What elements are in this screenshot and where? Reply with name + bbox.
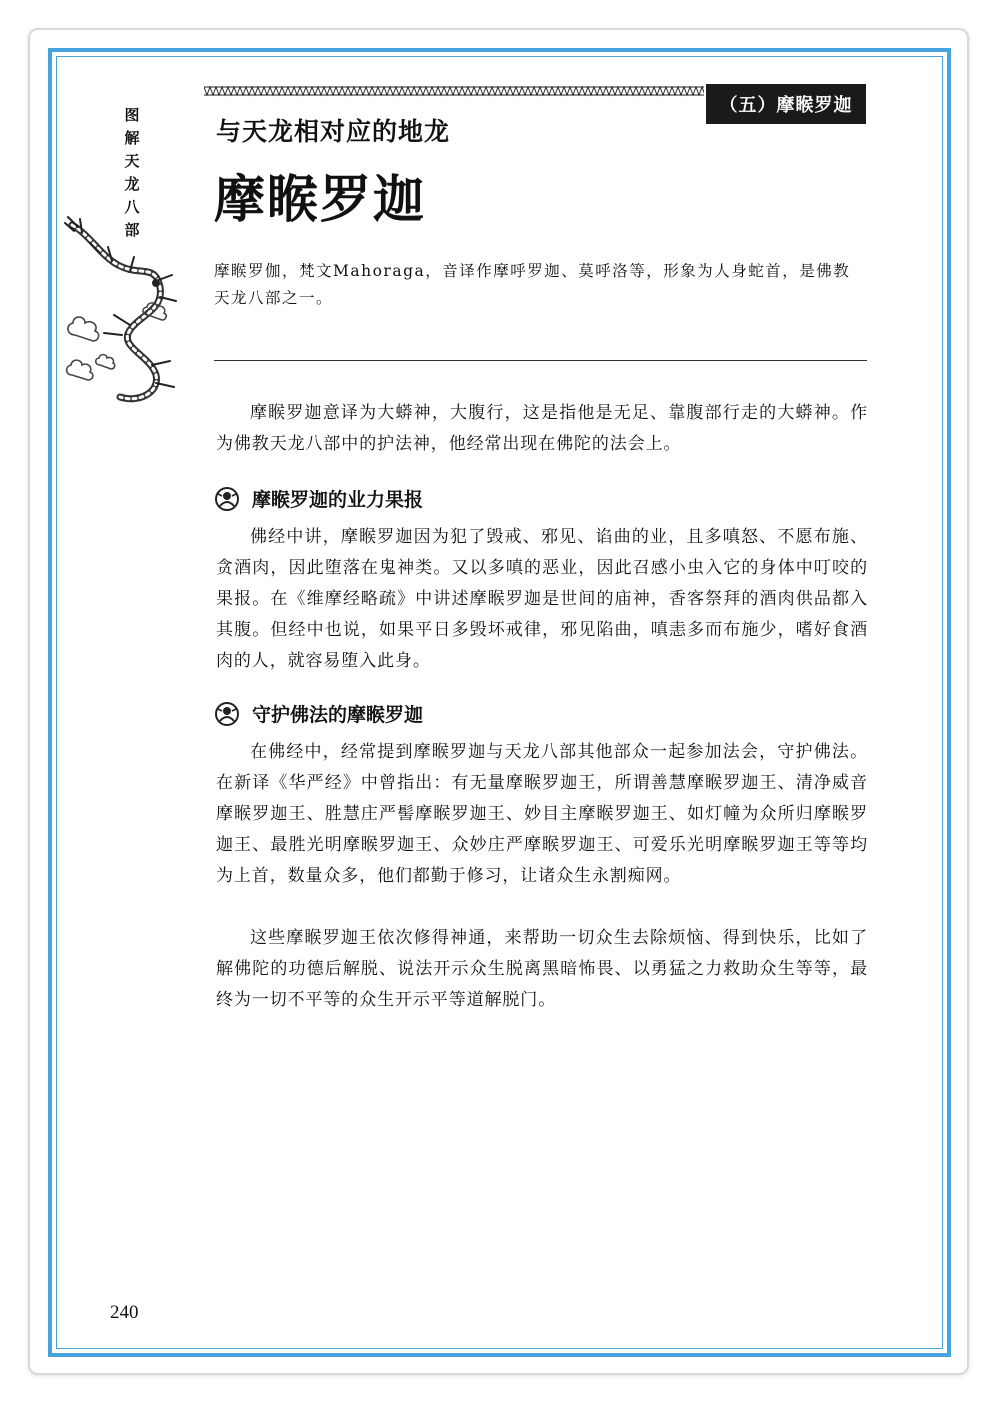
page-subtitle: 与天龙相对应的地龙 [216, 117, 451, 146]
section-heading-text: 摩睺罗迦的业力果报 [252, 489, 424, 511]
chapter-tab: （五）摩睺罗迦 [706, 84, 866, 124]
body-paragraph: 佛经中讲，摩睺罗迦因为犯了毁戒、邪见、谄曲的业，且多嗔怒、不愿布施、贪酒肉，因此堕落在鬼神类。又以多嗔的恶业，因此召感小虫入它的身体中叮咬的果报。在《维摩经略疏》中讲述摩睺罗迦是世间的庙神，香客祭拜的酒肉供品都入其腹。但经中也说，如果平日多毁坏戒律，邪见陷曲，嗔恚多而布施少，嗜好食酒肉的人，就容易堕入此身。 [216, 527, 868, 671]
section-heading [214, 700, 423, 727]
dragon-illustration [60, 215, 190, 410]
book-title-char: 天 [124, 152, 140, 170]
divider [214, 360, 867, 361]
section-heading [214, 485, 423, 512]
page-number: 240 [110, 1302, 139, 1323]
intro-text: 摩睺罗伽，梵文Mahoraga，音译作摩呼罗迦、莫呼洛等，形象为人身蛇首，是佛教天龙八部之一。 [214, 262, 851, 307]
book-title-char: 部 [124, 221, 140, 239]
book-title-char: 龙 [124, 175, 140, 193]
body-paragraph: 在佛经中，经常提到摩睺罗迦与天龙八部其他部众一起参加法会，守护佛法。在新译《华严经》中曾指出：有无量摩睺罗迦王，所谓善慧摩睺罗迦王、清净威音摩睺罗迦王、胜慧庄严髻摩睺罗迦王、妙目主摩睺罗迦王、如灯幢为众所归摩睺罗迦王、最胜光明摩睺罗迦王、众妙庄严摩睺罗迦王、可爱乐光明摩睺罗迦王等等均为上首，数量众多，他们都勤于修习，让诸众生永割痴网。 [216, 742, 868, 886]
body-paragraph: 这些摩睺罗迦王依次修得神通，来帮助一切众生去除烦恼、得到快乐，比如了解佛陀的功德后解脱、说法开示众生脱离黑暗怖畏、以勇猛之力救助众生等等，最终为一切不平等的众生开示平等道解脱门。 [216, 928, 868, 1010]
page-title: 摩睺罗迦 [214, 170, 427, 230]
body-paragraph: 摩睺罗迦意译为大蟒神，大腹行，这是指他是无足、靠腹部行走的大蟒神。作为佛教天龙八部中的护法神，他经常出现在佛陀的法会上。 [216, 403, 868, 454]
lotus-icon [214, 486, 240, 512]
book-title-char: 解 [124, 129, 140, 147]
lotus-icon [214, 701, 240, 727]
decorative-chain-line [204, 85, 704, 97]
book-title-char: 八 [124, 198, 140, 216]
book-title-char: 图 [124, 106, 140, 124]
section-heading-text: 守护佛法的摩睺罗迦 [252, 704, 424, 726]
